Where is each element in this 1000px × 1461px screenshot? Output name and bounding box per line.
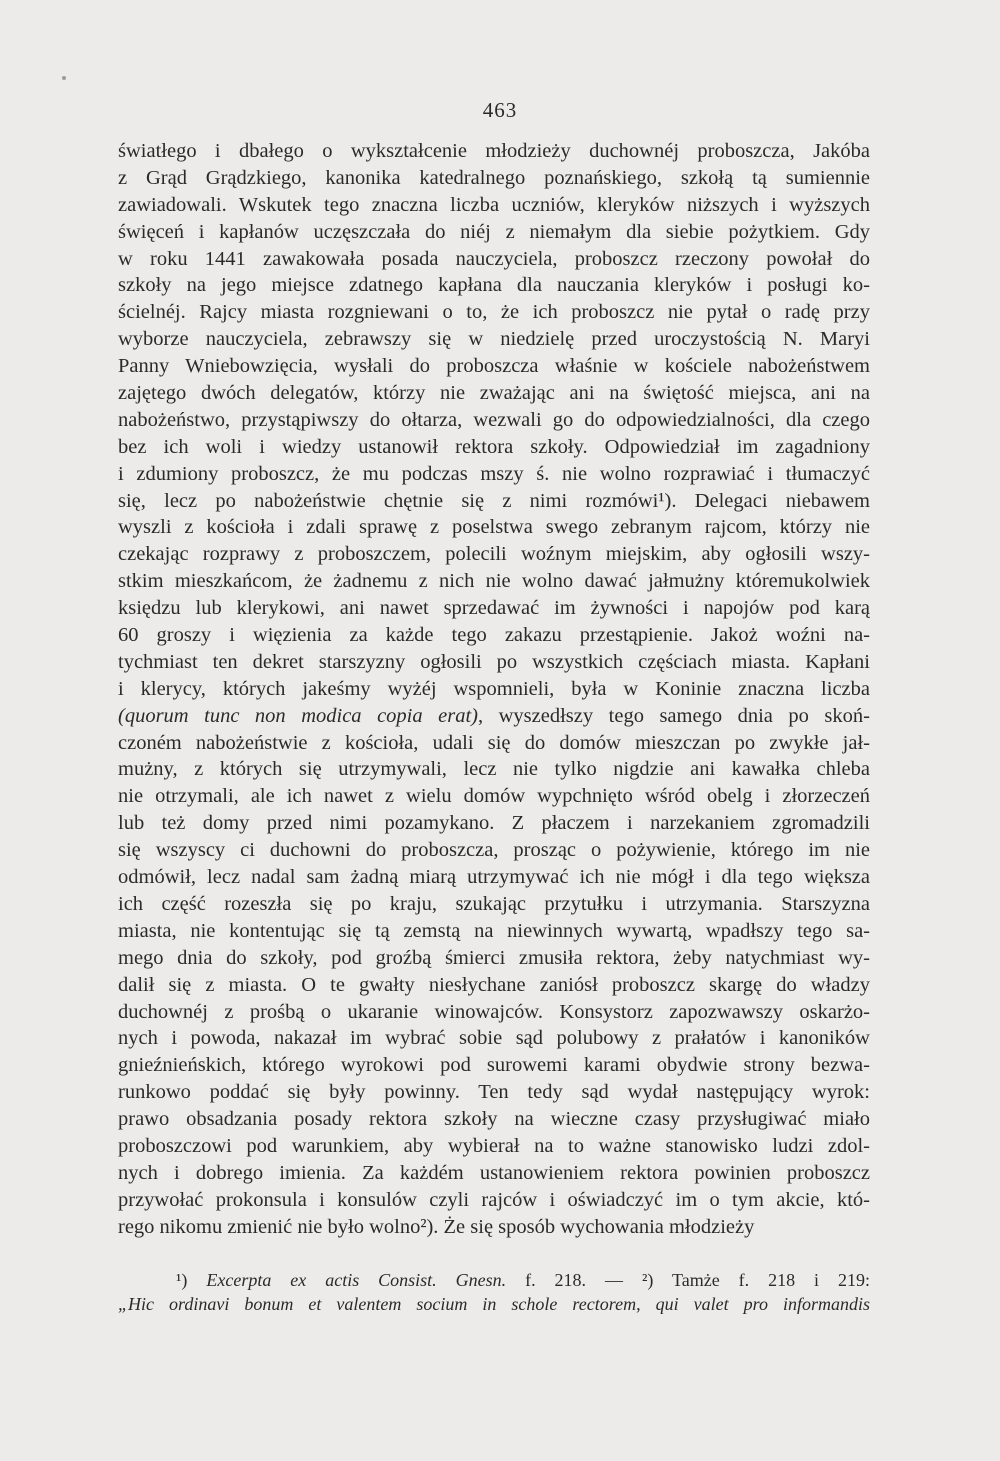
text-line: zajętego dwóch delegatów, którzy nie zważając ani na świętość miejsca, ani na [118,382,870,405]
text-line: światłego i dbałego o wykształcenie młodzieży duchownéj proboszcza, Jakóba [118,140,870,162]
text-line: wyborze nauczyciela, zebrawszy się w niedzielę przed uroczystością N. Maryi [118,328,870,351]
text-line: wyszli z kościoła i zdali sprawę z poselstwa swego zebranym rajcom, którzy nie [118,516,870,539]
text-line: Panny Wniebowzięcia, wysłali do proboszcza właśnie w kościele nabożeństwem [118,355,870,378]
text-line: z Grąd Grądzkiego, kanonika katedralnego poznańskiego, szkołą tą sumiennie [118,166,870,189]
footnote-marker: ¹) [176,1270,188,1290]
main-text [118,138,870,1241]
text-line: (quorum tunc non modica copia erat), wyszedłszy tego samego dnia po skoń- [118,704,870,727]
text-line: mużny, z których się utrzymywali, lecz nie tylko nigdzie ani kawałka chleba [118,758,870,781]
text-line: święceń i kapłanów uczęszczała do niéj z niemałym dla siebie pożytkiem. Gdy [118,220,870,243]
page-number: 463 [482,98,518,122]
text-line: miasta, nie kontentując się tą zemstą na niewinnych wywartą, wpadłszy tego sa- [118,919,870,942]
text-line: lub też domy przed nimi pozamykano. Z płaczem i narzekaniem zgromadzili [118,812,870,835]
footnotes [118,1268,870,1316]
text-line: w roku 1441 zawakowała posada nauczyciela, proboszcz rzeczony powołał do [118,247,870,270]
text-line: dalił się z miasta. O te gwałty niesłychane zaniósł proboszcz skargę do władzy [118,973,870,996]
text-line: mego dnia do szkoły, pod groźbą śmierci zmusiła rektora, żeby natychmiast wy- [118,946,870,969]
text-line: i zdumiony proboszcz, że mu podczas mszy ś. nie wolno rozprawiać i tłumaczyć [118,462,870,485]
scan-speck [62,76,66,80]
text-line: runkowo poddać się były powinny. Ten tedy sąd wydał następujący wyrok: [118,1081,870,1104]
text-line: nabożeństwo, przystąpiwszy do ołtarza, wezwali go do odpowiedzialności, dla czego [118,408,870,431]
text-line: ścielnéj. Rajcy miasta rozgniewani o to, że ich proboszcz nie pytał o radę przy [118,301,870,324]
text-line: szkoły na jego miejsce zdatnego kapłana dla nauczania kleryków i posługi ko- [118,274,870,297]
footnote-text: f. 218. — ²) Tamże f. 218 i 219: [525,1270,870,1290]
footnote-line: „Hic ordinavi bonum et valentem socium in schole rectorem, qui valet pro informandis [118,1294,870,1314]
text-line: czoném nabożeństwie z kościoła, udali się do domów mieszczan po zwykłe jał- [118,731,870,754]
latin-phrase: (quorum tunc non modica copia erat) [118,704,478,727]
text-line: księdzu lub klerykowi, ani nawet sprzedawać im żywności i napojów pod karą [118,597,870,620]
text-line: bez ich woli i wiedzy ustanowił rektora szkoły. Odpowiedział im zagadniony [118,435,870,458]
text-line: nych i dobrego imienia. Za każdém ustanowieniem rektora powinien proboszcz [118,1161,870,1184]
text-line: rego nikomu zmienić nie było wolno²). Że się sposób wychowania młodzieży [118,1215,755,1238]
text-line: stkim mieszkańcom, że żadnemu z nich nie wolno dawać jałmużny któremukolwiek [118,570,870,593]
text-line: prawo obsadzania posady rektora szkoły na wieczne czasy przysługiwać miało [118,1108,870,1131]
text-line: nie otrzymali, ale ich nawet z wielu domów wypchnięto wśród obelg i złorzeczeń [118,785,870,808]
text-line: nych i powoda, nakazał im wybrać sobie sąd polubowy z prałatów i kanoników [118,1027,870,1050]
text-line: 60 groszy i więzienia za każde tego zakazu przestąpienie. Jakoż woźni na- [118,624,870,647]
text-line: czekając rozprawy z proboszczem, polecili woźnym miejskim, aby ogłosili wszy- [118,543,870,566]
footnote-line [118,1268,870,1292]
text-line: i klerycy, których jakeśmy wyżéj wspomnieli, była w Koninie znaczna liczba [118,677,870,700]
text-line: gnieźnieńskich, którego wyrokowi pod surowemi karami obydwie strony bezwa- [118,1054,870,1077]
text-line: przywołać prokonsula i konsulów czyli rajców i oświadczyć im o tym akcie, któ- [118,1188,870,1211]
text-line: proboszczowi pod warunkiem, aby wybierał na to ważne stanowisko ludzi zdol- [118,1134,870,1157]
footnote-source: Excerpta ex actis Consist. Gnesn. [206,1270,507,1290]
text-line: zawiadowali. Wskutek tego znaczna liczba uczniów, kleryków niższych i wyższych [118,193,870,216]
text-line: odmówił, lecz nadal sam żadną miarą utrzymywać ich nie mógł i dla tego większa [118,866,870,889]
text-line: tychmiast ten dekret starszyzny ogłosili po wszystkich częściach miasta. Kapłani [118,650,870,673]
text-line: duchownéj z prośbą o ukaranie winowajców. Konsystorz zapozwawszy oskarżo- [118,1000,870,1023]
text-line: ich część rozeszła się po kraju, szukając przytułku i utrzymania. Starszyzna [118,892,870,915]
text-line: się, lecz po nabożeństwie chętnie się z nimi rozmówi¹). Delegaci niebawem [118,489,870,512]
text-line: się wszyscy ci duchowni do proboszcza, prosząc o pożywienie, którego im nie [118,839,870,862]
